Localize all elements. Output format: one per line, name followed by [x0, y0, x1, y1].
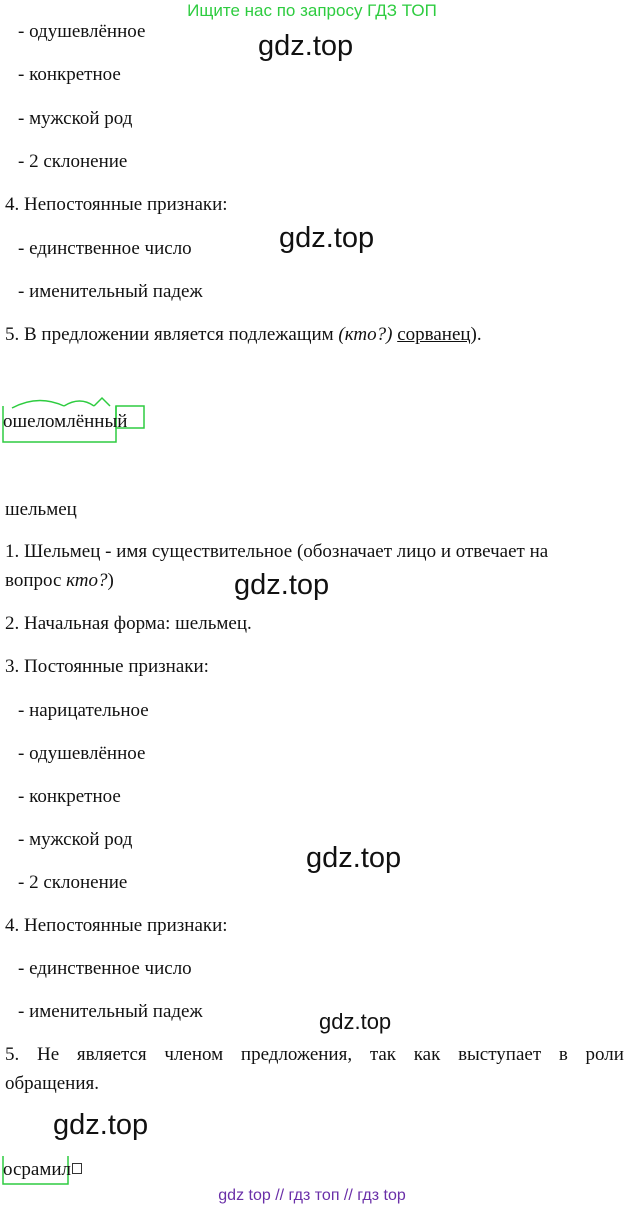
suffix-arc — [64, 401, 94, 406]
list-item: - одушевлённое — [18, 21, 146, 42]
list-item: - 2 склонение — [18, 872, 128, 893]
word: так — [369, 1044, 397, 1064]
list-item: - конкретное — [18, 64, 121, 85]
watermark: gdz.top — [258, 30, 354, 62]
p5-question: (кто?) — [338, 324, 393, 345]
p5-subject-word: сорванец — [397, 324, 471, 345]
paragraph-5-line-2: обращения. — [5, 1073, 99, 1094]
paragraph-5 — [5, 324, 482, 346]
paragraph-5-line-1 — [5, 1044, 624, 1064]
list-item: - одушевлённое — [18, 743, 146, 764]
p5-suffix: ). — [470, 324, 482, 345]
watermark: gdz.top — [53, 1109, 149, 1141]
list-item: - единственное число — [18, 958, 192, 979]
watermark: gdz.top — [306, 842, 402, 874]
word: как — [413, 1044, 441, 1064]
word: предложения, — [240, 1044, 353, 1064]
word: является — [76, 1044, 147, 1064]
section-heading: 4. Непостоянные признаки: — [5, 194, 228, 215]
word: роли — [585, 1044, 624, 1064]
paragraph-2: 2. Начальная форма: шельмец. — [5, 613, 252, 634]
word: Не — [36, 1044, 60, 1064]
bottom-banner: gdz top // гдз топ // гдз top — [218, 1187, 406, 1204]
paragraph-1-line-2 — [5, 570, 114, 592]
top-banner: Ищите нас по запросу ГДЗ ТОП — [187, 1, 437, 20]
p5-prefix: 5. В предложении является подлежащим — [5, 324, 339, 345]
word-heading: шельмец — [5, 499, 77, 520]
list-item: - конкретное — [18, 786, 121, 807]
word: в — [558, 1044, 568, 1064]
morpheme-word-2-text: осрамил — [3, 1159, 72, 1180]
list-item: - 2 склонение — [18, 151, 128, 172]
list-item: - именительный падеж — [18, 281, 203, 302]
watermark: gdz.top — [319, 1009, 392, 1034]
section-heading: 4. Непостоянные признаки: — [5, 915, 228, 936]
list-item: - мужской род — [18, 829, 133, 850]
p1-question: кто? — [66, 570, 108, 591]
morpheme-word-2 — [3, 1159, 82, 1181]
suffix-caret — [94, 398, 110, 406]
paragraph-1-line-1: 1. Шельмец - имя существительное (обозначает лицо и отвечает на — [5, 541, 549, 562]
p1-suffix: ) — [107, 570, 114, 591]
watermark: gdz.top — [279, 222, 375, 254]
list-item: - нарицательное — [18, 700, 149, 721]
list-item: - мужской род — [18, 108, 133, 129]
word: 5. — [5, 1044, 20, 1064]
list-item: - именительный падеж — [18, 1001, 203, 1022]
word: членом — [164, 1044, 224, 1064]
root-arc — [12, 400, 64, 408]
word: выступает — [458, 1044, 542, 1064]
morpheme-word-1: ошеломлённый — [3, 411, 128, 432]
section-heading: 3. Постоянные признаки: — [5, 656, 209, 677]
list-item: - единственное число — [18, 238, 192, 259]
p1-prefix: вопрос — [5, 570, 67, 591]
empty-ending-box — [72, 1163, 82, 1174]
watermark: gdz.top — [234, 569, 330, 601]
